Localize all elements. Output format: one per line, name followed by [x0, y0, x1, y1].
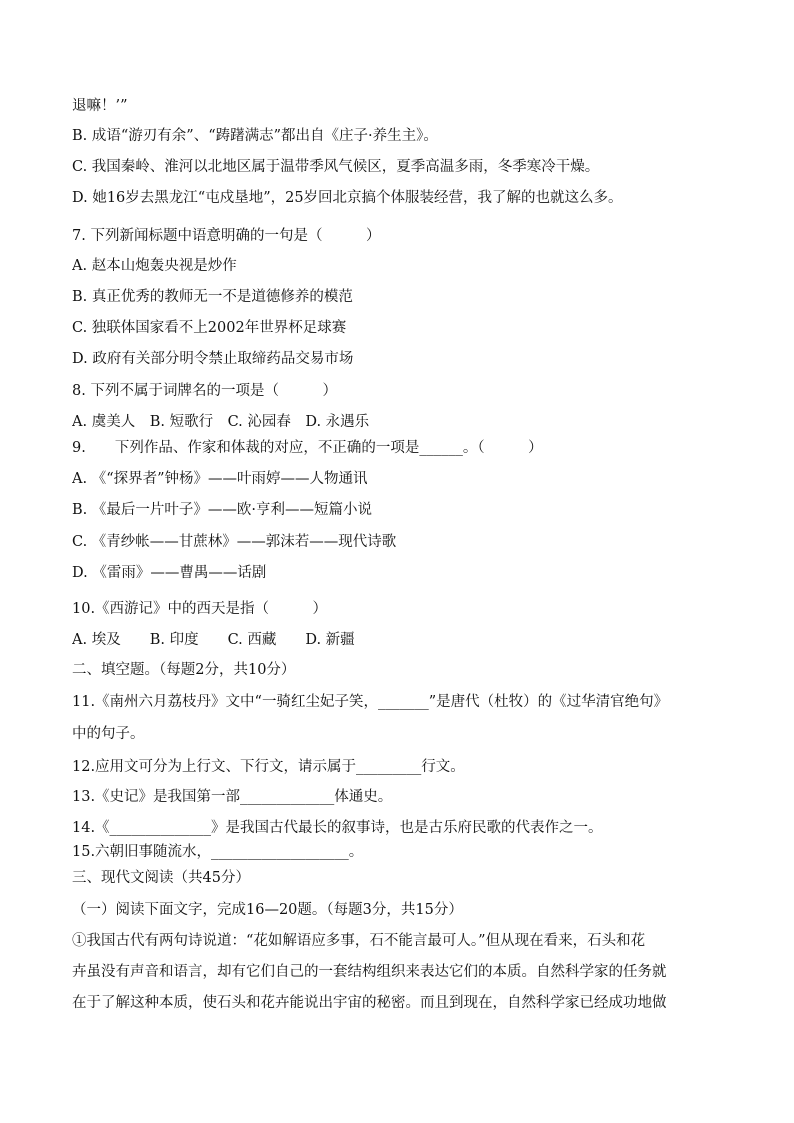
option-a-line: A. 《“探界者”钟杨》——叶雨婷——人物通讯 [72, 471, 368, 487]
option-b-line: B. 成语“游刃有余”、“踌躇满志”都出自《庄子·养生主》。 [72, 128, 438, 144]
passage-line: ①我国古代有两句诗说道：“花如解语应多事，石不能言最可人。”但从现在看来，石头和花 [72, 933, 646, 949]
option-d-line: D. 她16岁去黑龙江“屯戍垦地”，25岁回北京搞个体服装经营，我了解的也就这么多。 [72, 190, 623, 206]
option-b-line: B. 真正优秀的教师无一不是道德修养的模范 [72, 289, 353, 305]
question-11: 11.《南州六月荔枝丹》文中“一骑红尘妃子笑，_______”是唐代（杜牧）的《过华清官绝句》 [72, 694, 669, 710]
option-c-line: C. 独联体国家看不上2002年世界杯足球赛 [72, 320, 347, 336]
option-c-line: C. 《青纱帐——甘蔗林》——郭沫若——现代诗歌 [72, 534, 397, 550]
question-15: 15.六朝旧事随流水，___________________。 [72, 844, 364, 860]
option-b-line: B. 《最后一片叶子》——欧·亨利——短篇小说 [72, 502, 372, 518]
option-c-line: C. 我国秦岭、淮河以北地区属于温带季风气候区，夏季高温多雨，冬季寒冷干燥。 [72, 159, 600, 175]
options-line: A. 埃及 B. 印度 C. 西藏 D. 新疆 [72, 632, 355, 648]
option-d-line: D. 《雷雨》——曹禺——话剧 [72, 565, 267, 581]
passage-line: 卉虽没有声音和语言，却有它们自己的一套结构组织来表达它们的本质。自然科学家的任务就 [72, 964, 667, 980]
question-14: 14.《______________》是我国古代最长的叙事诗，也是古乐府民歌的代表作之一。 [72, 820, 603, 836]
section-heading-fill-in: 二、填空题。（每题2分，共10分） [72, 662, 296, 678]
reading-instruction: （一）阅读下面文字，完成16—20题。（每题3分，共15分） [72, 902, 463, 918]
passage-line: 在于了解这种本质，使石头和花卉能说出宇宙的秘密。而且到现在，自然科学家已经成功地做 [72, 995, 667, 1011]
option-d-line: D. 政府有关部分明令禁止取缔药品交易市场 [72, 351, 354, 367]
options-line: A. 虞美人 B. 短歌行 C. 沁园春 D. 永遇乐 [72, 414, 370, 430]
question-8: 8. 下列不属于词牌名的一项是（ ） [72, 383, 337, 399]
question-12: 12.应用文可分为上行文、下行文，请示属于_________行文。 [72, 759, 465, 775]
question-9: 9. 下列作品、作家和体裁的对应，不正确的一项是______。（ ） [72, 440, 543, 456]
question-11-continuation: 中的句子。 [72, 726, 145, 742]
option-a-line: A. 赵本山炮轰央视是炒作 [72, 258, 237, 274]
question-7: 7. 下列新闻标题中语意明确的一句是（ ） [72, 228, 381, 244]
question-10: 10.《西游记》中的西天是指（ ） [72, 601, 328, 617]
text-line: 退嘛！’” [72, 98, 128, 114]
section-heading-reading: 三、现代文阅读（共45分） [72, 870, 250, 886]
question-13: 13.《史记》是我国第一部_____________体通史。 [72, 789, 393, 805]
